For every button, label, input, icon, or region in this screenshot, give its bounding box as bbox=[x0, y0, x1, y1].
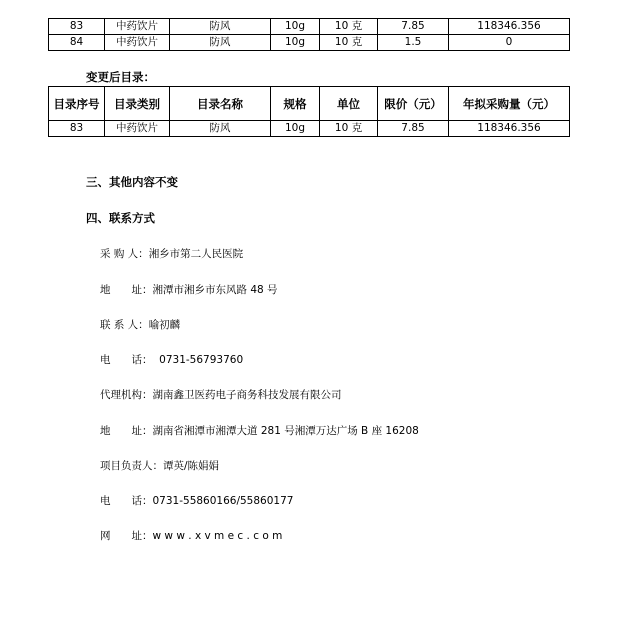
table-cell: 84 bbox=[49, 35, 105, 51]
original-catalog-table bbox=[48, 18, 570, 51]
table-cell: 118346.356 bbox=[449, 121, 570, 137]
table-cell: 1.5 bbox=[378, 35, 449, 51]
contact-line-person bbox=[100, 317, 180, 332]
column-header: 年拟采购量（元） bbox=[449, 87, 570, 121]
contact-line-agency bbox=[100, 387, 342, 402]
table-cell: 防风 bbox=[170, 35, 271, 51]
table-cell: 10 克 bbox=[320, 35, 378, 51]
contact-value: 湖南鑫卫医药电子商务科技发展有限公司 bbox=[152, 389, 342, 401]
contact-line-address bbox=[100, 282, 278, 297]
table-cell: 0 bbox=[449, 35, 570, 51]
contact-key: 电 话： bbox=[100, 495, 153, 507]
column-header: 限价（元） bbox=[378, 87, 449, 121]
contact-key: 项目负责人： bbox=[100, 460, 163, 472]
contact-line-project-lead bbox=[100, 458, 219, 473]
table-cell: 10g bbox=[271, 121, 320, 137]
table-row bbox=[49, 19, 570, 35]
contact-value: 湖南省湘潭市湘潭大道 281 号湘潭万达广场 B 座 16208 bbox=[152, 425, 419, 437]
contact-line-purchaser bbox=[100, 246, 243, 261]
contact-value: 0731-55860166/55860177 bbox=[152, 495, 294, 507]
table-cell: 7.85 bbox=[378, 19, 449, 35]
column-header: 目录名称 bbox=[170, 87, 271, 121]
changed-catalog-table bbox=[48, 86, 570, 137]
contact-value: 喻初麟 bbox=[148, 319, 181, 331]
contact-line-agency-phone bbox=[100, 493, 293, 508]
column-header: 规格 bbox=[271, 87, 320, 121]
contact-value: 湘乡市第二人民医院 bbox=[148, 248, 244, 260]
contact-key: 电 话： bbox=[100, 354, 153, 366]
contact-value: w w w . x v m e c . c o m bbox=[152, 530, 283, 542]
column-header: 目录序号 bbox=[49, 87, 105, 121]
table-header-row bbox=[49, 87, 570, 121]
table-cell: 中药饮片 bbox=[105, 121, 170, 137]
column-header: 单位 bbox=[320, 87, 378, 121]
table-cell: 10 克 bbox=[320, 121, 378, 137]
changed-catalog-title: 变更后目录： bbox=[86, 70, 155, 84]
section-other-unchanged: 三、其他内容不变 bbox=[86, 175, 178, 189]
contact-line-agency-address bbox=[100, 423, 419, 438]
contact-line-phone bbox=[100, 352, 243, 367]
table-cell: 10g bbox=[271, 19, 320, 35]
contact-key: 地 址： bbox=[100, 425, 153, 437]
contact-key: 地 址： bbox=[100, 284, 153, 296]
table-cell: 10g bbox=[271, 35, 320, 51]
table-cell: 中药饮片 bbox=[105, 35, 170, 51]
table-cell: 10 克 bbox=[320, 19, 378, 35]
table-cell: 118346.356 bbox=[449, 19, 570, 35]
table-row bbox=[49, 35, 570, 51]
table-cell: 中药饮片 bbox=[105, 19, 170, 35]
column-header: 目录类别 bbox=[105, 87, 170, 121]
table-cell: 83 bbox=[49, 121, 105, 137]
contact-key: 网 址： bbox=[100, 530, 153, 542]
contact-key: 代理机构： bbox=[100, 389, 153, 401]
table-cell: 防风 bbox=[170, 19, 271, 35]
section-contact-info: 四、联系方式 bbox=[86, 211, 155, 225]
contact-value: 湘潭市湘乡市东风路 48 号 bbox=[152, 284, 278, 296]
contact-line-website bbox=[100, 528, 282, 543]
contact-value: 0731-56793760 bbox=[152, 354, 244, 366]
contact-key: 采 购 人： bbox=[100, 248, 149, 260]
contact-value: 谭英/陈娟娟 bbox=[163, 460, 220, 472]
table-cell: 83 bbox=[49, 19, 105, 35]
table-cell: 7.85 bbox=[378, 121, 449, 137]
contact-key: 联 系 人： bbox=[100, 319, 149, 331]
table-row bbox=[49, 121, 570, 137]
table-cell: 防风 bbox=[170, 121, 271, 137]
